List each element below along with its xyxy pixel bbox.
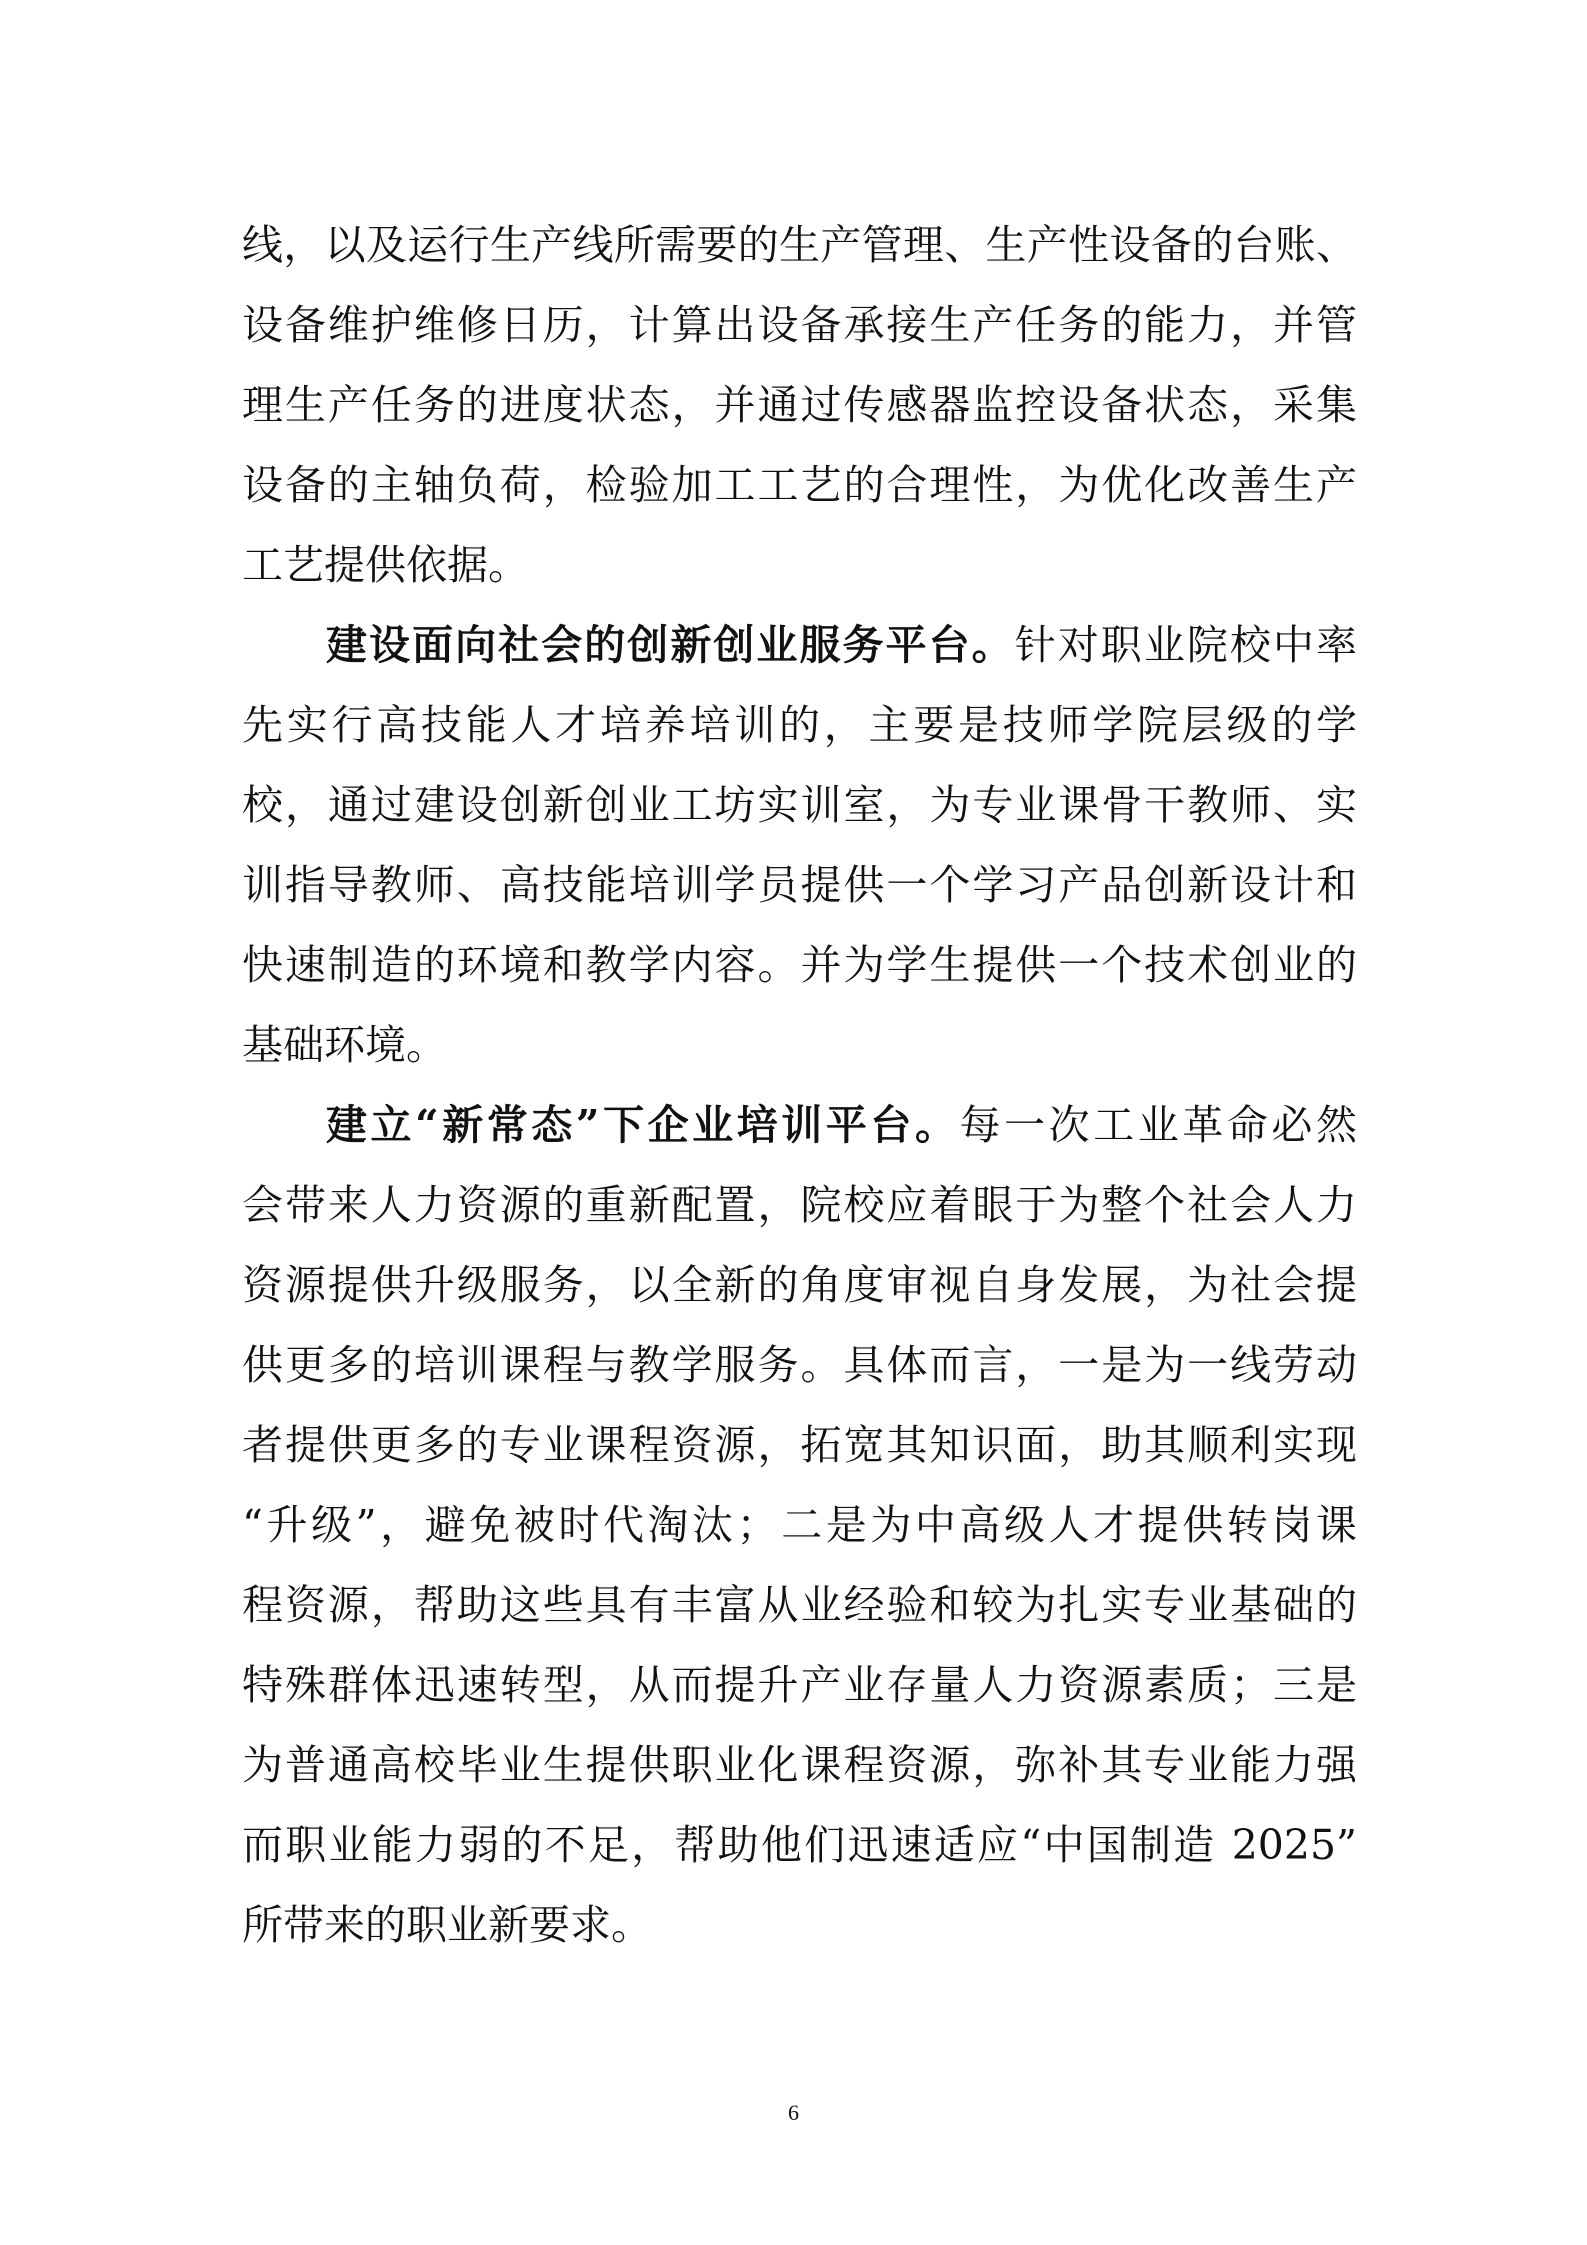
- text-line: 特殊群体迅速转型，从而提升产业存量人力资源素质；三是: [242, 1661, 1357, 1709]
- text-segment: 每一次工业革命必然: [959, 1101, 1357, 1149]
- text-line: 设备维护维修日历，计算出设备承接生产任务的能力，并管: [242, 301, 1357, 349]
- paragraph-innovation-platform: [242, 605, 1357, 1085]
- paragraph-heading: 建立“新常态”下企业培训平台。: [326, 1101, 960, 1149]
- text-line: 者提供更多的专业课程资源，拓宽其知识面，助其顺利实现: [242, 1421, 1357, 1469]
- text-line: 设备的主轴负荷，检验加工工艺的合理性，为优化改善生产: [242, 461, 1357, 509]
- text-line: 会带来人力资源的重新配置，院校应着眼于为整个社会人力: [242, 1181, 1357, 1229]
- text-segment: 针对职业院校中率: [1014, 621, 1357, 669]
- paragraph-enterprise-training: [242, 1085, 1357, 1965]
- text-line: [242, 605, 1357, 685]
- text-line: 所带来的职业新要求。: [242, 1901, 652, 1949]
- text-line: 工艺提供依据。: [242, 541, 529, 589]
- text-line: 先实行高技能人才培养培训的，主要是技师学院层级的学: [242, 701, 1357, 749]
- paragraph-heading: 建设面向社会的创新创业服务平台。: [326, 621, 1015, 669]
- page-number: 6: [788, 2100, 799, 2125]
- text-line: [242, 1085, 1357, 1165]
- text-line: 基础环境。: [242, 1021, 447, 1069]
- text-line: 供更多的培训课程与教学服务。具体而言，一是为一线劳动: [242, 1341, 1357, 1389]
- text-line: 线，以及运行生产线所需要的生产管理、生产性设备的台账、: [242, 221, 1357, 269]
- text-line: 为普通高校毕业生提供职业化课程资源，弥补其专业能力强: [242, 1741, 1357, 1789]
- text-line: “升级”，避免被时代淘汰；二是为中高级人才提供转岗课: [242, 1501, 1357, 1549]
- text-line: 资源提供升级服务，以全新的角度审视自身发展，为社会提: [242, 1261, 1357, 1309]
- text-line: 理生产任务的进度状态，并通过传感器监控设备状态，采集: [242, 381, 1357, 429]
- text-line: 程资源，帮助这些具有丰富从业经验和较为扎实专业基础的: [242, 1581, 1357, 1629]
- text-line: 训指导教师、高技能培训学员提供一个学习产品创新设计和: [242, 861, 1357, 909]
- text-line: 快速制造的环境和教学内容。并为学生提供一个技术创业的: [242, 941, 1357, 989]
- document-body: [242, 205, 1357, 1965]
- text-line: 而职业能力弱的不足，帮助他们迅速适应“中国制造 2025”: [242, 1821, 1357, 1869]
- text-line: 校，通过建设创新创业工坊实训室，为专业课骨干教师、实: [242, 781, 1357, 829]
- paragraph-production-line: [242, 205, 1357, 605]
